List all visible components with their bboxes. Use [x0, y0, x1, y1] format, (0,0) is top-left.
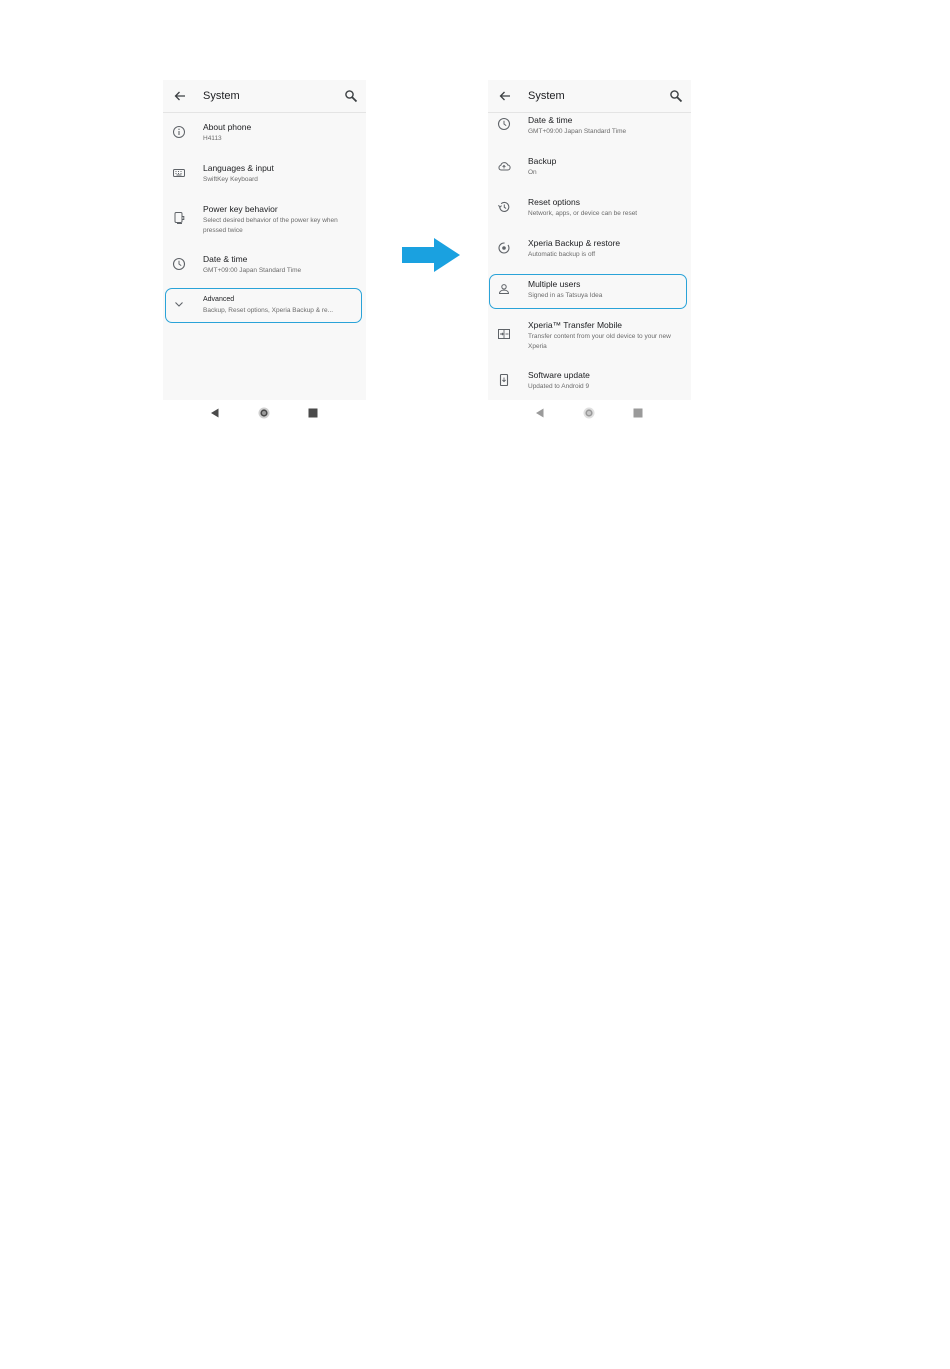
item-title: Date & time: [203, 254, 248, 264]
back-arrow-icon[interactable]: [497, 88, 513, 104]
settings-screen: [488, 80, 691, 400]
item-subtitle: GMT+09:00 Japan Standard Time: [203, 267, 302, 274]
page-title: System: [203, 90, 240, 102]
back-triangle-icon[interactable]: [533, 406, 547, 420]
item-subtitle: SwiftKey Keyboard: [203, 176, 258, 183]
item-subtitle: Select desired behavior of the power key when pressed twice: [203, 217, 338, 234]
search-icon[interactable]: [344, 89, 358, 103]
back-triangle-icon[interactable]: [208, 406, 222, 420]
date-time-item[interactable]: [488, 113, 691, 147]
system-update-icon: [497, 373, 511, 387]
right-arrow-icon: [402, 238, 460, 272]
item-title: Backup: [528, 156, 557, 166]
item-title: Software update: [528, 370, 590, 380]
item-subtitle: H4113: [203, 135, 222, 142]
item-title: Reset options: [528, 197, 580, 207]
cloud-upload-icon: [497, 159, 511, 173]
left-phone-screen: [163, 80, 366, 428]
software-update-item[interactable]: [488, 368, 691, 400]
app-bar: [488, 80, 691, 113]
item-title: Multiple users: [528, 279, 581, 289]
backup-item[interactable]: [488, 154, 691, 188]
item-title: Power key behavior: [203, 204, 278, 214]
item-title: Xperia Backup & restore: [528, 238, 621, 248]
about-phone-item[interactable]: [163, 120, 366, 154]
item-title: Xperia™ Transfer Mobile: [528, 320, 623, 330]
item-subtitle: On: [528, 169, 537, 176]
page-title: System: [528, 90, 565, 102]
item-subtitle: Updated to Android 9: [528, 383, 590, 390]
date-time-item[interactable]: [163, 252, 366, 286]
settings-screen: [163, 80, 366, 400]
power-key-behavior-item[interactable]: [163, 202, 366, 242]
item-subtitle: GMT+09:00 Japan Standard Time: [528, 128, 627, 135]
xperia-backup-restore-item[interactable]: [488, 236, 691, 270]
navigation-bar: [163, 400, 366, 428]
item-title: About phone: [203, 122, 252, 132]
home-circle-icon[interactable]: [582, 406, 596, 420]
recents-square-icon[interactable]: [306, 406, 320, 420]
history-icon: [497, 200, 511, 214]
item-subtitle: Signed in as Tatsuya Idea: [528, 292, 603, 299]
right-phone-screen: [488, 80, 691, 428]
navigation-bar: [488, 400, 691, 428]
clock-icon: [172, 257, 186, 271]
item-subtitle: Network, apps, or device can be reset: [528, 210, 638, 217]
item-title: Languages & input: [203, 163, 274, 173]
item-title: Date & time: [528, 115, 573, 125]
languages-input-item[interactable]: [163, 161, 366, 195]
item-subtitle: Automatic backup is off: [528, 251, 596, 258]
multiple-users-highlight: [489, 274, 687, 309]
transfer-icon: [497, 327, 511, 341]
xperia-transfer-mobile-item[interactable]: [488, 318, 691, 358]
item-title: Advanced: [203, 296, 235, 303]
reset-options-item[interactable]: [488, 195, 691, 229]
search-icon[interactable]: [669, 89, 683, 103]
backup-restore-icon: [497, 241, 511, 255]
advanced-highlight: [165, 288, 362, 323]
app-bar: [163, 80, 366, 113]
recents-square-icon[interactable]: [631, 406, 645, 420]
clock-icon: [497, 117, 511, 131]
info-icon: [172, 125, 186, 139]
back-arrow-icon[interactable]: [172, 88, 188, 104]
power-key-icon: [172, 211, 186, 225]
item-subtitle: Backup, Reset options, Xperia Backup & re...: [203, 307, 334, 314]
home-circle-icon[interactable]: [257, 406, 271, 420]
item-subtitle: Transfer content from your old device to your new Xperia: [528, 333, 671, 350]
keyboard-icon: [172, 166, 186, 180]
